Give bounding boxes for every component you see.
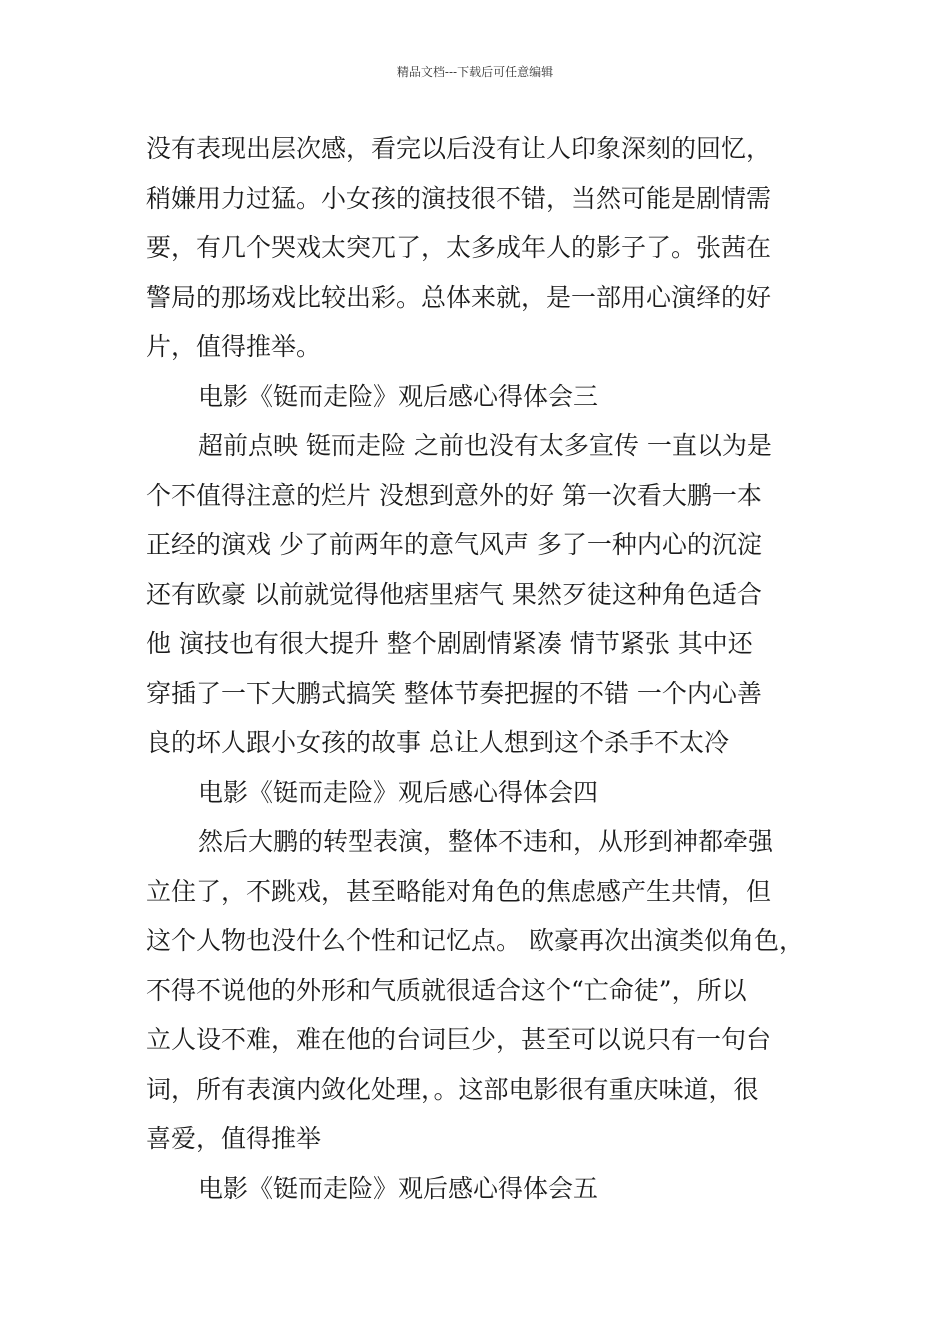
text-line: 不得不说他的外形和气质就很适合这个“亡命徒”，所以	[146, 975, 747, 1005]
text-line: 立人设不难，难在他的台词巨少，甚至可以说只有一句台	[146, 1025, 772, 1054]
text-line: 没有表现出层次感，看完以后没有让人印象深刻的回忆，	[146, 134, 772, 163]
text-line: 稍嫌用力过猛。小女孩的演技很不错，当然可能是剧情需	[146, 183, 772, 213]
text-line: 良的坏人跟小女孩的故事 总让人想到这个杀手不太冷	[146, 728, 729, 757]
page-header: 精品文档---下载后可任意编辑	[396, 65, 554, 79]
text-line: 还有欧豪 以前就觉得他痞里痞气 果然歹徒这种角色适合	[146, 579, 762, 609]
text-line: 片，值得推举。	[146, 332, 322, 361]
section-heading: 电影《铤而走险》观后感心得体会四	[198, 777, 599, 807]
document-body	[146, 124, 826, 1213]
text-line: 警局的那场戏比较出彩。总体来就，是一部用心演绎的好	[146, 282, 772, 312]
text-line: 要，有几个哭戏太突兀了，太多成年人的影子了。张茜在	[146, 233, 772, 262]
text-line: 立住了，不跳戏，甚至略能对角色的焦虑感产生共情，但	[146, 876, 772, 906]
text-line: 正经的演戏 少了前两年的意气风声 多了一种内心的沉淀	[146, 530, 762, 559]
text-line: 喜爱，值得推举	[146, 1124, 322, 1153]
text-line: 然后大鹏的转型表演，整体不违和，从形到神都牵强	[198, 827, 774, 856]
section-heading: 电影《铤而走险》观后感心得体会五	[198, 1173, 599, 1203]
text-line: 个不值得注意的烂片 没想到意外的好 第一次看大鹏一本	[146, 480, 762, 510]
section-heading: 电影《铤而走险》观后感心得体会三	[198, 381, 599, 411]
text-line: 他 演技也有很大提升 整个剧剧情紧凑 情节紧张 其中还	[146, 629, 753, 658]
text-line: 穿插了一下大鹏式搞笑 整体节奏把握的不错 一个内心善	[146, 678, 762, 708]
text-line: 词，所有表演内敛化处理，。这部电影很有重庆味道，很	[146, 1074, 759, 1104]
text-line: 这个人物也没什么个性和记忆点。 欧豪再次出演类似角色，	[146, 926, 804, 955]
text-line: 超前点映 铤而走险 之前也没有太多宣传 一直以为是	[198, 431, 772, 460]
